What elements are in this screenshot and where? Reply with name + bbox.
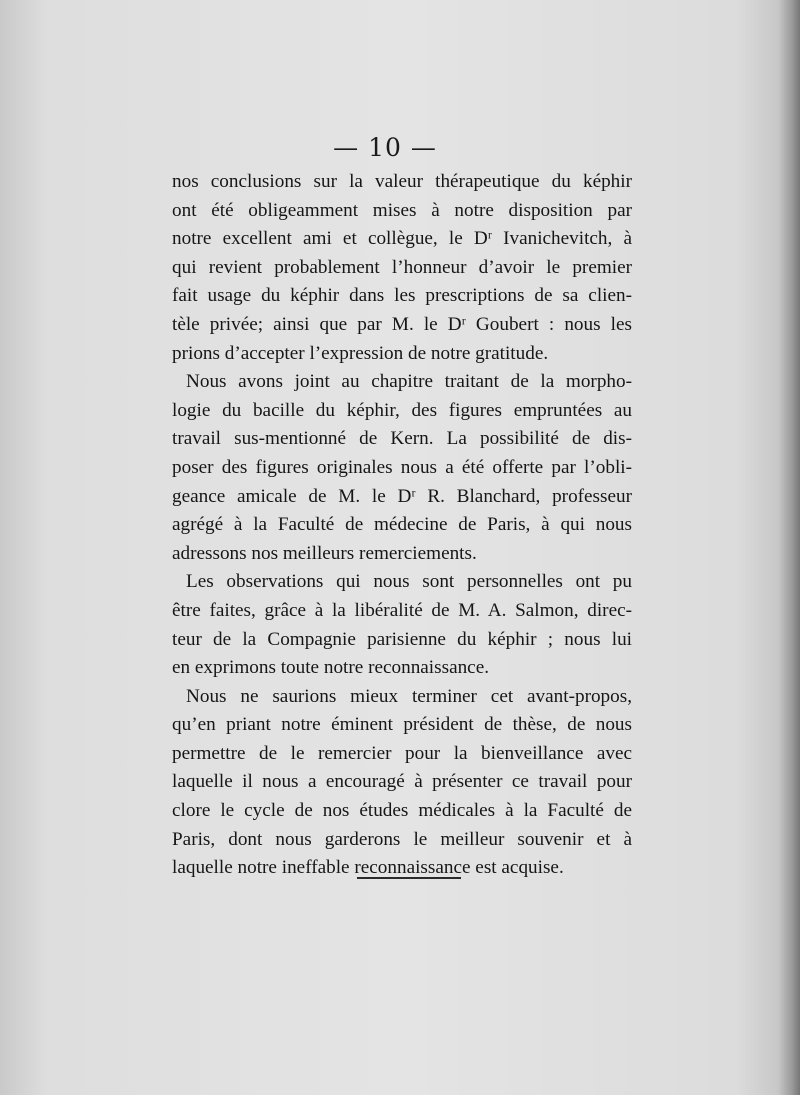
text-line: prions d’accepter l’expression de notre gratitude. bbox=[172, 342, 549, 364]
text-line: agrégé à la Faculté de médecine de Paris, à qui nous bbox=[172, 514, 632, 536]
page-number: — 10 — bbox=[333, 133, 437, 162]
text-line: travail sus-mentionné de Kern. La possibilité de dis- bbox=[172, 428, 632, 450]
text-line: Nous ne saurions mieux terminer cet avant-propos, bbox=[186, 685, 632, 707]
text-line: clore le cycle de nos études médicales à la Faculté de bbox=[172, 800, 632, 822]
text-line: permettre de le remercier pour la bienveillance avec bbox=[172, 742, 632, 764]
text-line: laquelle il nous a encouragé à présenter ce travail pour bbox=[172, 771, 632, 793]
text-line: teur de la Compagnie parisienne du képhir ; nous lui bbox=[172, 628, 632, 650]
text-line: Paris, dont nous garderons le meilleur souvenir et à bbox=[172, 828, 632, 850]
text-line: être faites, grâce à la libéralité de M. A. Salmon, direc- bbox=[172, 599, 632, 621]
body-text bbox=[172, 168, 632, 883]
closing-rule bbox=[357, 877, 461, 879]
text-line: nos conclusions sur la valeur thérapeutique du képhir bbox=[172, 171, 632, 192]
text-line: Nous avons joint au chapitre traitant de la morpho- bbox=[186, 371, 632, 393]
page-gutter-shadow bbox=[778, 0, 800, 1095]
text-line: laquelle notre ineffable reconnaissance est acquise. bbox=[172, 857, 564, 879]
text-line: notre excellent ami et collègue, le Dʳ Ivanichevitch, à bbox=[172, 228, 632, 250]
text-line: logie du bacille du képhir, des figures empruntées au bbox=[172, 399, 632, 421]
text-line: Les observations qui nous sont personnelles ont pu bbox=[186, 571, 632, 593]
text-line: poser des figures originales nous a été offerte par l’obli- bbox=[172, 456, 632, 478]
text-line: qui revient probablement l’honneur d’avoir le premier bbox=[172, 256, 632, 278]
text-line: ont été obligeamment mises à notre disposition par bbox=[172, 199, 632, 221]
text-line: fait usage du képhir dans les prescriptions de sa clien- bbox=[172, 285, 632, 307]
text-line: geance amicale de M. le Dʳ R. Blanchard, professeur bbox=[172, 485, 632, 507]
text-line: adressons nos meilleurs remerciements. bbox=[172, 542, 477, 564]
text-line: en exprimons toute notre reconnaissance. bbox=[172, 657, 490, 679]
text-line: qu’en priant notre éminent président de thèse, de nous bbox=[172, 714, 632, 736]
text-line: tèle privée; ainsi que par M. le Dʳ Goubert : nous les bbox=[172, 313, 632, 335]
